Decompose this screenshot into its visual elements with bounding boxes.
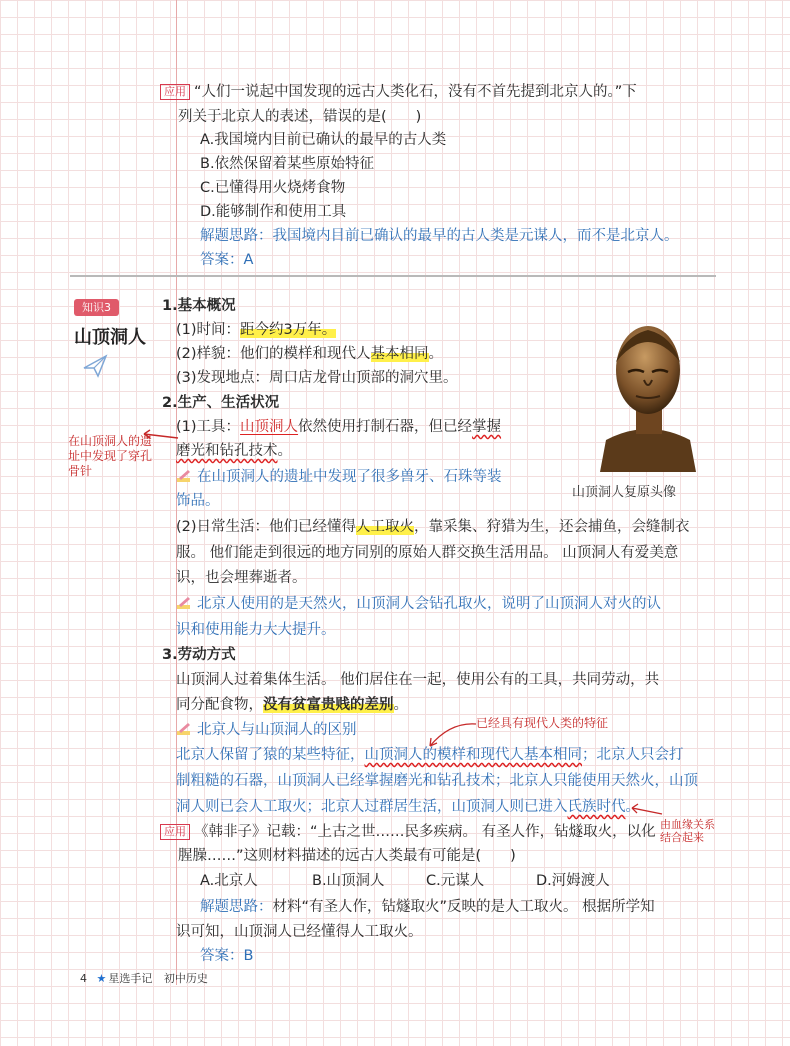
q1-option-a: A.我国境内目前已确认的最早的古人类 — [200, 132, 447, 148]
apply-tag: 应用 — [160, 84, 190, 100]
s1-title: 1.基本概况 — [162, 298, 236, 314]
s2-note2-line1: 北京人使用的是天然火，山顶洞人会钻孔取火，说明了山顶洞人对火的认 — [176, 594, 661, 614]
footer — [80, 970, 208, 986]
s2-note1-line2: 饰品。 — [176, 493, 220, 509]
s2-life-line3: 识，也会埋葬逝者。 — [176, 570, 307, 586]
page-number: 4 — [80, 972, 87, 985]
q1-answer: 答案：A — [200, 252, 254, 268]
subject: 初中历史 — [163, 972, 208, 985]
s3-line2: 同分配食物，没有贫富贵贱的差别。 — [176, 697, 408, 713]
q1-option-b: B.依然保留着某些原始特征 — [200, 156, 375, 172]
s1-look: (2)样貌：他们的模样和现代人基本相同。 — [176, 346, 444, 362]
s2-life-line2: 服。 他们能走到很远的地方同别的原始人群交换生活用品。 山顶洞人有爱美意 — [176, 545, 679, 561]
s2-note2-line2: 识和使用能力大大提升。 — [176, 622, 336, 638]
pencil-icon — [176, 722, 192, 736]
arrow-icon — [140, 424, 180, 444]
q2-option-c: C.元谋人 — [426, 873, 485, 889]
apply-tag: 应用 — [160, 824, 190, 840]
pencil-icon — [176, 596, 192, 610]
q1-option-d: D.能够制作和使用工具 — [200, 204, 347, 220]
arrow-icon — [628, 800, 664, 820]
brand: 星选手记 — [108, 972, 153, 985]
q1-stem-line2: 列关于北京人的表述，错误的是( ) — [178, 109, 422, 125]
s3-line1: 山顶洞人过着集体生活。 他们居住在一起，使用公有的工具，共同劳动，共 — [176, 672, 660, 688]
right-annotation-2: 由血缘关系 结合起来 — [660, 818, 715, 844]
compare-line2: 制粗糙的石器，山顶洞人已经掌握磨光和钻孔技术；北京人只能使用天然火，山顶 — [176, 773, 698, 789]
section-title: 山顶洞人 — [74, 327, 146, 348]
compare-line1: 北京人保留了猿的某些特征，山顶洞人的模样和现代人基本相同；北京人只会打 — [176, 747, 684, 763]
q1-stem-line1: 应用 “人们一说起中国发现的远古人类化石，没有不首先提到北京人的。”下 — [160, 82, 637, 102]
q2-option-b: B.山顶洞人 — [312, 873, 385, 889]
s2-title: 2.生产、生活状况 — [162, 395, 280, 411]
q2-stem-line2: 腥臊……”这则材料描述的远古人类最有可能是( ) — [178, 848, 516, 864]
s1-time: (1)时间：距今约3万年。 — [176, 322, 337, 338]
star-icon: ★ — [96, 972, 107, 985]
s2-tool: (1)工具：山顶洞人依然使用打制石器，但已经掌握 — [176, 419, 502, 435]
q2-stem-line1: 应用 《韩非子》记载：“上古之世……民多疾病。 有圣人作，钻燧取火，以化 — [160, 822, 656, 842]
compare-line3: 洞人则已会人工取火；北京人过群居生活，山顶洞人则已进入氏族时代。 — [176, 799, 640, 815]
section-divider — [70, 275, 716, 277]
figure-caption: 山顶洞人复原头像 — [572, 485, 677, 500]
q2-answer: 答案：B — [200, 948, 254, 964]
bust-image — [592, 322, 704, 472]
knowledge-tag: 知识3 — [74, 299, 119, 316]
s2-life-line1: (2)日常生活：他们已经懂得人工取火，靠采集、狩猎为生，还会捕鱼，会缝制衣 — [176, 519, 690, 535]
s1-place: (3)发现地点：周口店龙骨山顶部的洞穴里。 — [176, 370, 458, 386]
s3-title: 3.劳动方式 — [162, 647, 236, 663]
right-annotation: 已经具有现代人类的特征 — [476, 716, 609, 730]
q2-analysis-line1: 解题思路：材料“有圣人作，钻燧取火”反映的是人工取火。 根据所学知 — [200, 899, 655, 915]
q2-option-d: D.河姆渡人 — [536, 873, 610, 889]
paper-plane-icon — [82, 352, 108, 380]
q2-option-a: A.北京人 — [200, 873, 258, 889]
s2-note1-line1: 在山顶洞人的遗址中发现了很多兽牙、石珠等装 — [176, 467, 502, 487]
compare-title: 北京人与山顶洞人的区别 — [176, 720, 357, 740]
pencil-icon — [176, 469, 192, 483]
q2-analysis-line2: 识可知，山顶洞人已经懂得人工取火。 — [176, 924, 423, 940]
q1-analysis: 解题思路：我国境内目前已确认的最早的古人类是元谋人，而不是北京人。 — [200, 228, 679, 244]
s2-tool-cont: 磨光和钻孔技术。 — [176, 443, 292, 459]
left-annotation: 在山顶洞人的遗址中发现了穿孔骨针 — [68, 434, 153, 478]
q1-option-c: C.已懂得用火烧烤食物 — [200, 180, 346, 196]
